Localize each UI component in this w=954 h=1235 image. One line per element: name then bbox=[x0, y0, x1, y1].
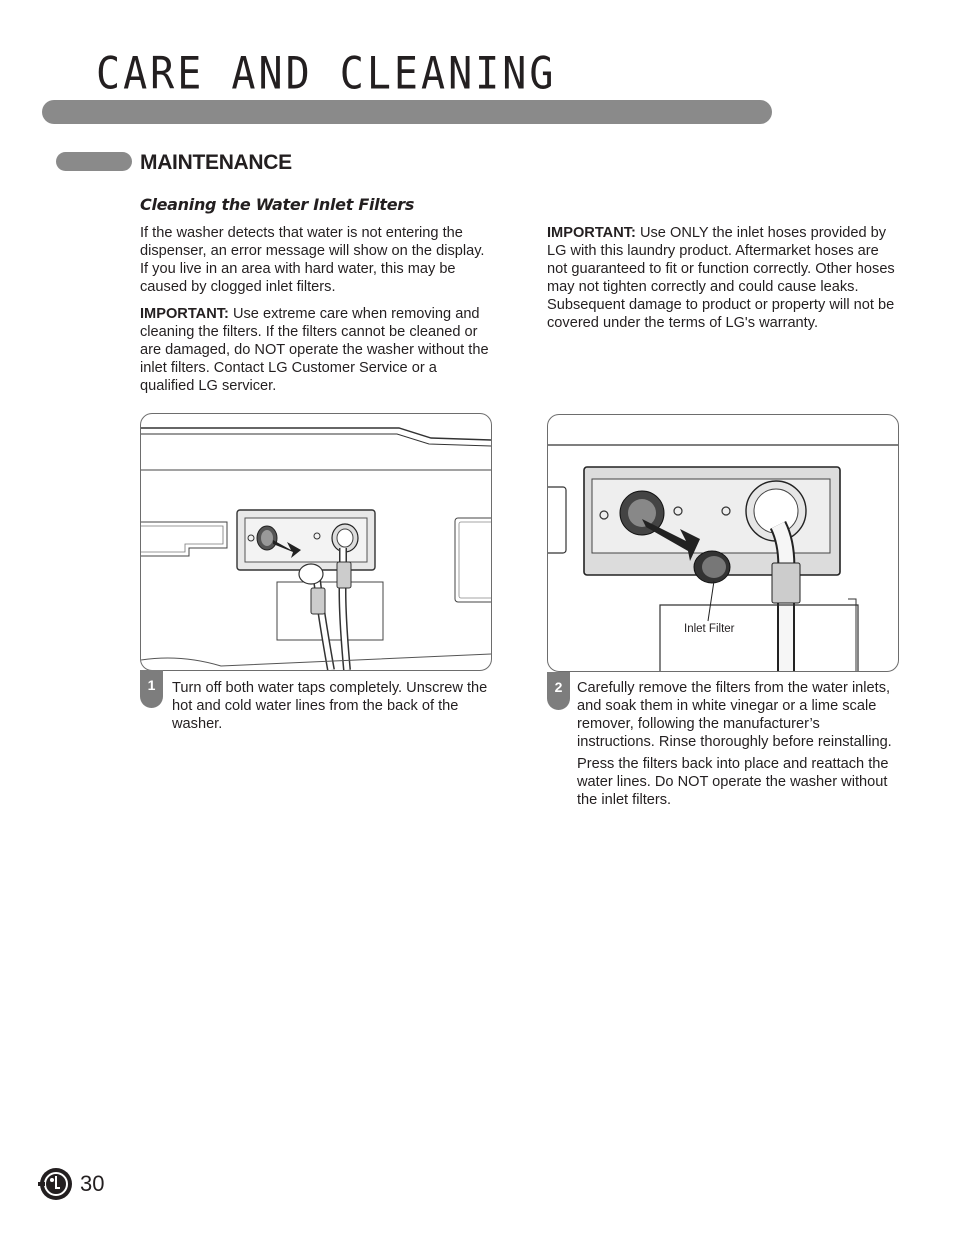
left-column bbox=[140, 224, 490, 395]
important-text: Use ONLY the inlet hoses provided by LG with this laundry product. Aftermarket hoses are not guaranteed to fit or function correctly. Other hoses may not tighten correctly and could cause leaks. Subsequent damage to product or property will not be covered under the terms of LG's warranty. bbox=[547, 225, 895, 331]
step-2-badge: 2 bbox=[547, 672, 570, 710]
subsection-title: Cleaning the Water Inlet Filters bbox=[140, 195, 415, 214]
chapter-title: CARE AND CLEANING bbox=[96, 48, 557, 100]
important-paragraph-right bbox=[547, 224, 899, 332]
step-2-text bbox=[577, 679, 897, 809]
section-title: MAINTENANCE bbox=[140, 151, 292, 174]
page-number: 30 bbox=[80, 1171, 105, 1196]
inlet-filter-illustration bbox=[548, 415, 898, 671]
inlet-filter-label: Inlet Filter bbox=[684, 623, 735, 635]
step-1-badge: 1 bbox=[140, 670, 163, 708]
important-paragraph-left bbox=[140, 305, 490, 395]
step-2-paragraph-1: Carefully remove the filters from the water inlets, and soak them in white vinegar or a lime scale remover, following the manufacturer’s instructions. Rinse thoroughly before reinstalling. bbox=[577, 680, 892, 750]
intro-paragraph: If the washer detects that water is not entering the dispenser, an error message will show on the display. If you live in an area with hard water, this may be caused by clogged inlet filters. bbox=[140, 225, 485, 295]
right-column bbox=[547, 224, 899, 332]
important-text: Use extreme care when removing and cleaning the filters. If the filters cannot be cleaned or are damaged, do NOT operate the washer without the inlet filters. Contact LG Customer Service or a qualified LG servicer. bbox=[140, 306, 489, 394]
figure-step-1 bbox=[140, 413, 492, 671]
step-1-text: Turn off both water taps completely. Unscrew the hot and cold water lines from the back of the washer. bbox=[172, 680, 488, 732]
header-bar bbox=[42, 100, 772, 124]
lg-logo-icon bbox=[38, 1166, 74, 1202]
important-label: IMPORTANT: bbox=[547, 225, 636, 241]
figure-step-2 bbox=[547, 414, 899, 672]
important-label: IMPORTANT: bbox=[140, 306, 229, 322]
washer-back-illustration bbox=[141, 414, 491, 670]
section-pill bbox=[56, 152, 132, 171]
step-2-paragraph-2: Press the filters back into place and reattach the water lines. Do NOT operate the washer without the inlet filters. bbox=[577, 756, 889, 808]
